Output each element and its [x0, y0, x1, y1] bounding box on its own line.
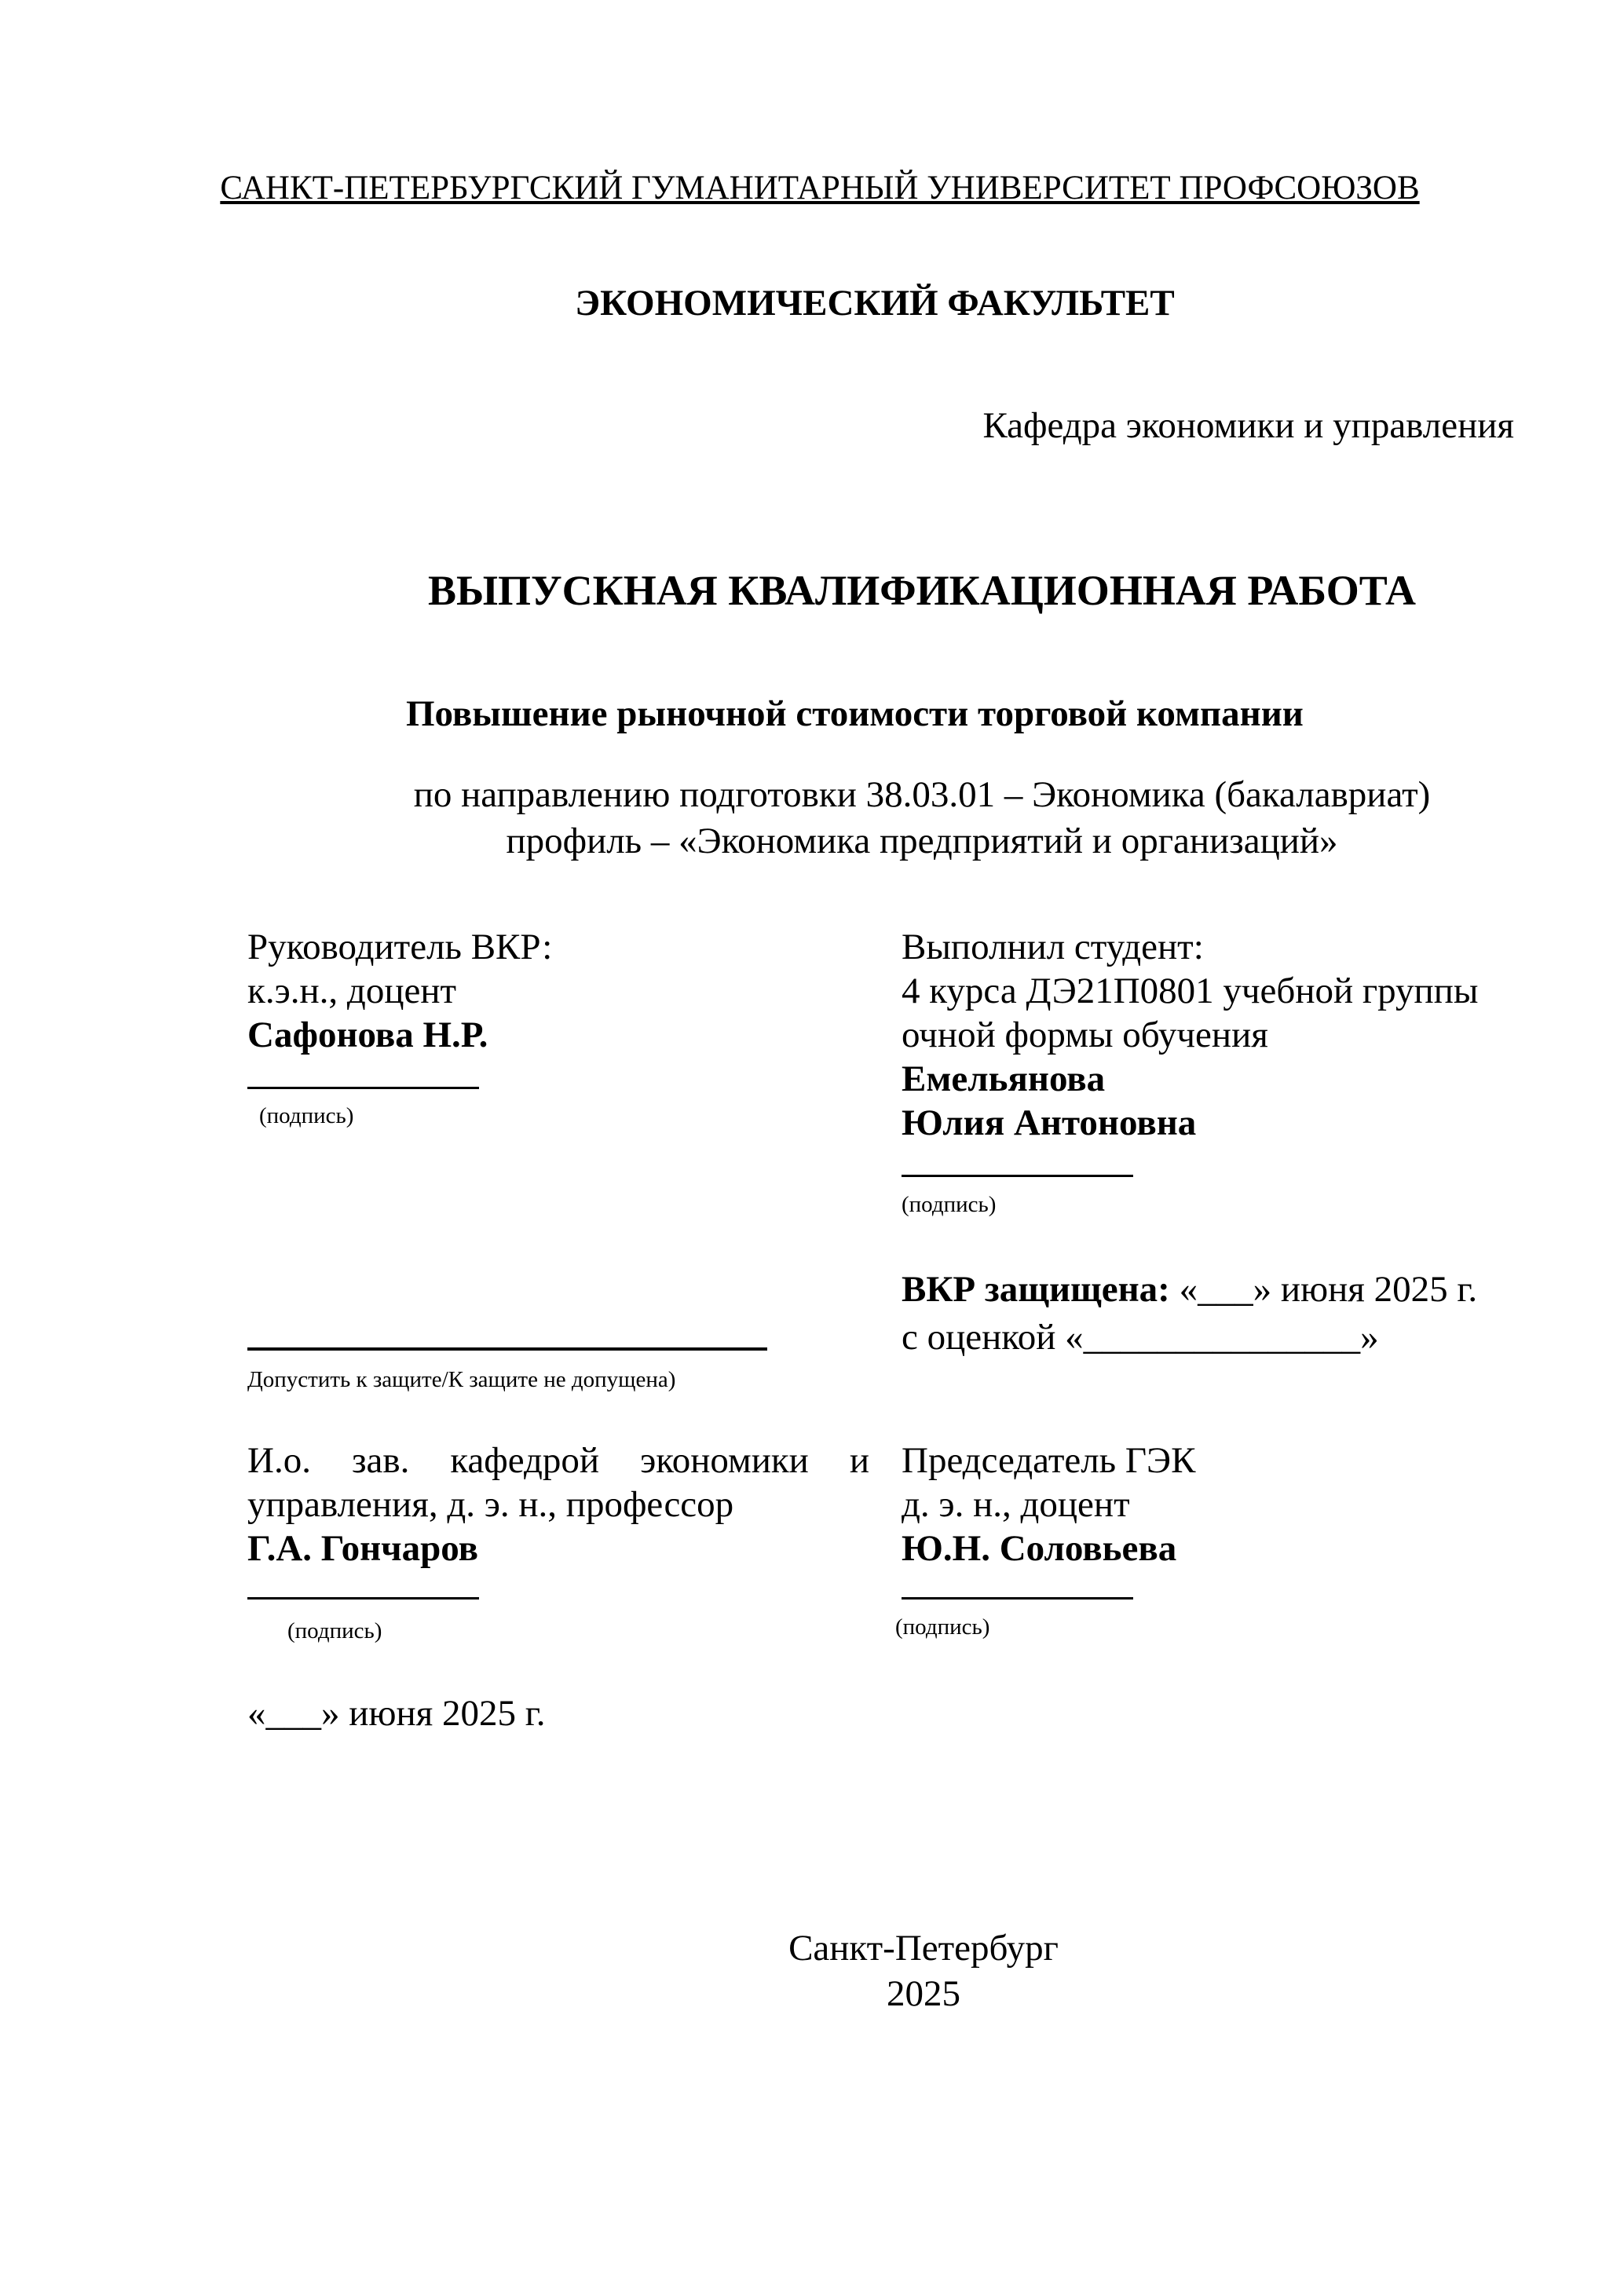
head-signature-line — [247, 1597, 479, 1600]
defense-date: «___» июня 2025 г. — [1179, 1269, 1478, 1310]
student-study-form: очной формы обучения — [902, 1015, 1268, 1055]
supervisor-signature-line — [247, 1087, 479, 1089]
footer-year: 2025 — [887, 1973, 960, 2014]
chair-name: Ю.Н. Соловьева — [902, 1528, 1177, 1569]
chair-degree: д. э. н., доцент — [902, 1484, 1130, 1525]
study-direction: по направлению подготовки 38.03.01 – Экономика (бакалавриат) — [413, 774, 1431, 815]
student-given-names: Юлия Антоновна — [902, 1102, 1197, 1143]
student-signature-line — [902, 1175, 1133, 1177]
chair-signature-caption: (подпись) — [895, 1614, 990, 1640]
university-name: САНКТ-ПЕТЕРБУРГСКИЙ ГУМАНИТАРНЫЙ УНИВЕРСИТЕТ ПРОФСОЮЗОВ — [220, 170, 1420, 207]
head-position-line1: И.о. зав. кафедрой экономики и — [247, 1440, 869, 1481]
defense-label: ВКР защищена: — [902, 1269, 1170, 1310]
head-name: Г.А. Гончаров — [247, 1528, 479, 1569]
footer-city: Санкт-Петербург — [788, 1928, 1059, 1969]
work-type-title: ВЫПУСКНАЯ КВАЛИФИКАЦИОННАЯ РАБОТА — [427, 567, 1417, 614]
thesis-topic: Повышение рыночной стоимости торговой компании — [406, 693, 1304, 734]
student-group: 4 курса ДЭ21П0801 учебной группы — [902, 971, 1479, 1011]
supervisor-name: Сафонова Н.Р. — [247, 1015, 488, 1055]
student-label: Выполнил студент: — [902, 927, 1204, 967]
head-position-line2: управления, д. э. н., профессор — [247, 1484, 734, 1525]
student-signature-caption: (подпись) — [902, 1192, 997, 1217]
admission-signature-line — [247, 1347, 767, 1351]
student-surname: Емельянова — [902, 1058, 1106, 1099]
chair-signature-line — [902, 1597, 1133, 1600]
supervisor-signature-caption: (подпись) — [259, 1103, 354, 1128]
defense-status — [902, 1267, 1477, 1311]
department-name: Кафедра экономики и управления — [982, 405, 1514, 446]
faculty-name: ЭКОНОМИЧЕСКИЙ ФАКУЛЬТЕТ — [575, 283, 1175, 324]
study-profile: профиль – «Экономика предприятий и организаций» — [506, 821, 1338, 861]
supervisor-degree: к.э.н., доцент — [247, 971, 457, 1011]
head-approval-date: «___» июня 2025 г. — [247, 1693, 546, 1734]
admission-caption: Допустить к защите/К защите не допущена) — [247, 1367, 676, 1392]
head-signature-caption: (подпись) — [287, 1618, 382, 1643]
defense-grade: с оценкой «_______________» — [902, 1317, 1379, 1358]
supervisor-label: Руководитель ВКР: — [247, 927, 553, 967]
chair-position: Председатель ГЭК — [902, 1440, 1196, 1481]
